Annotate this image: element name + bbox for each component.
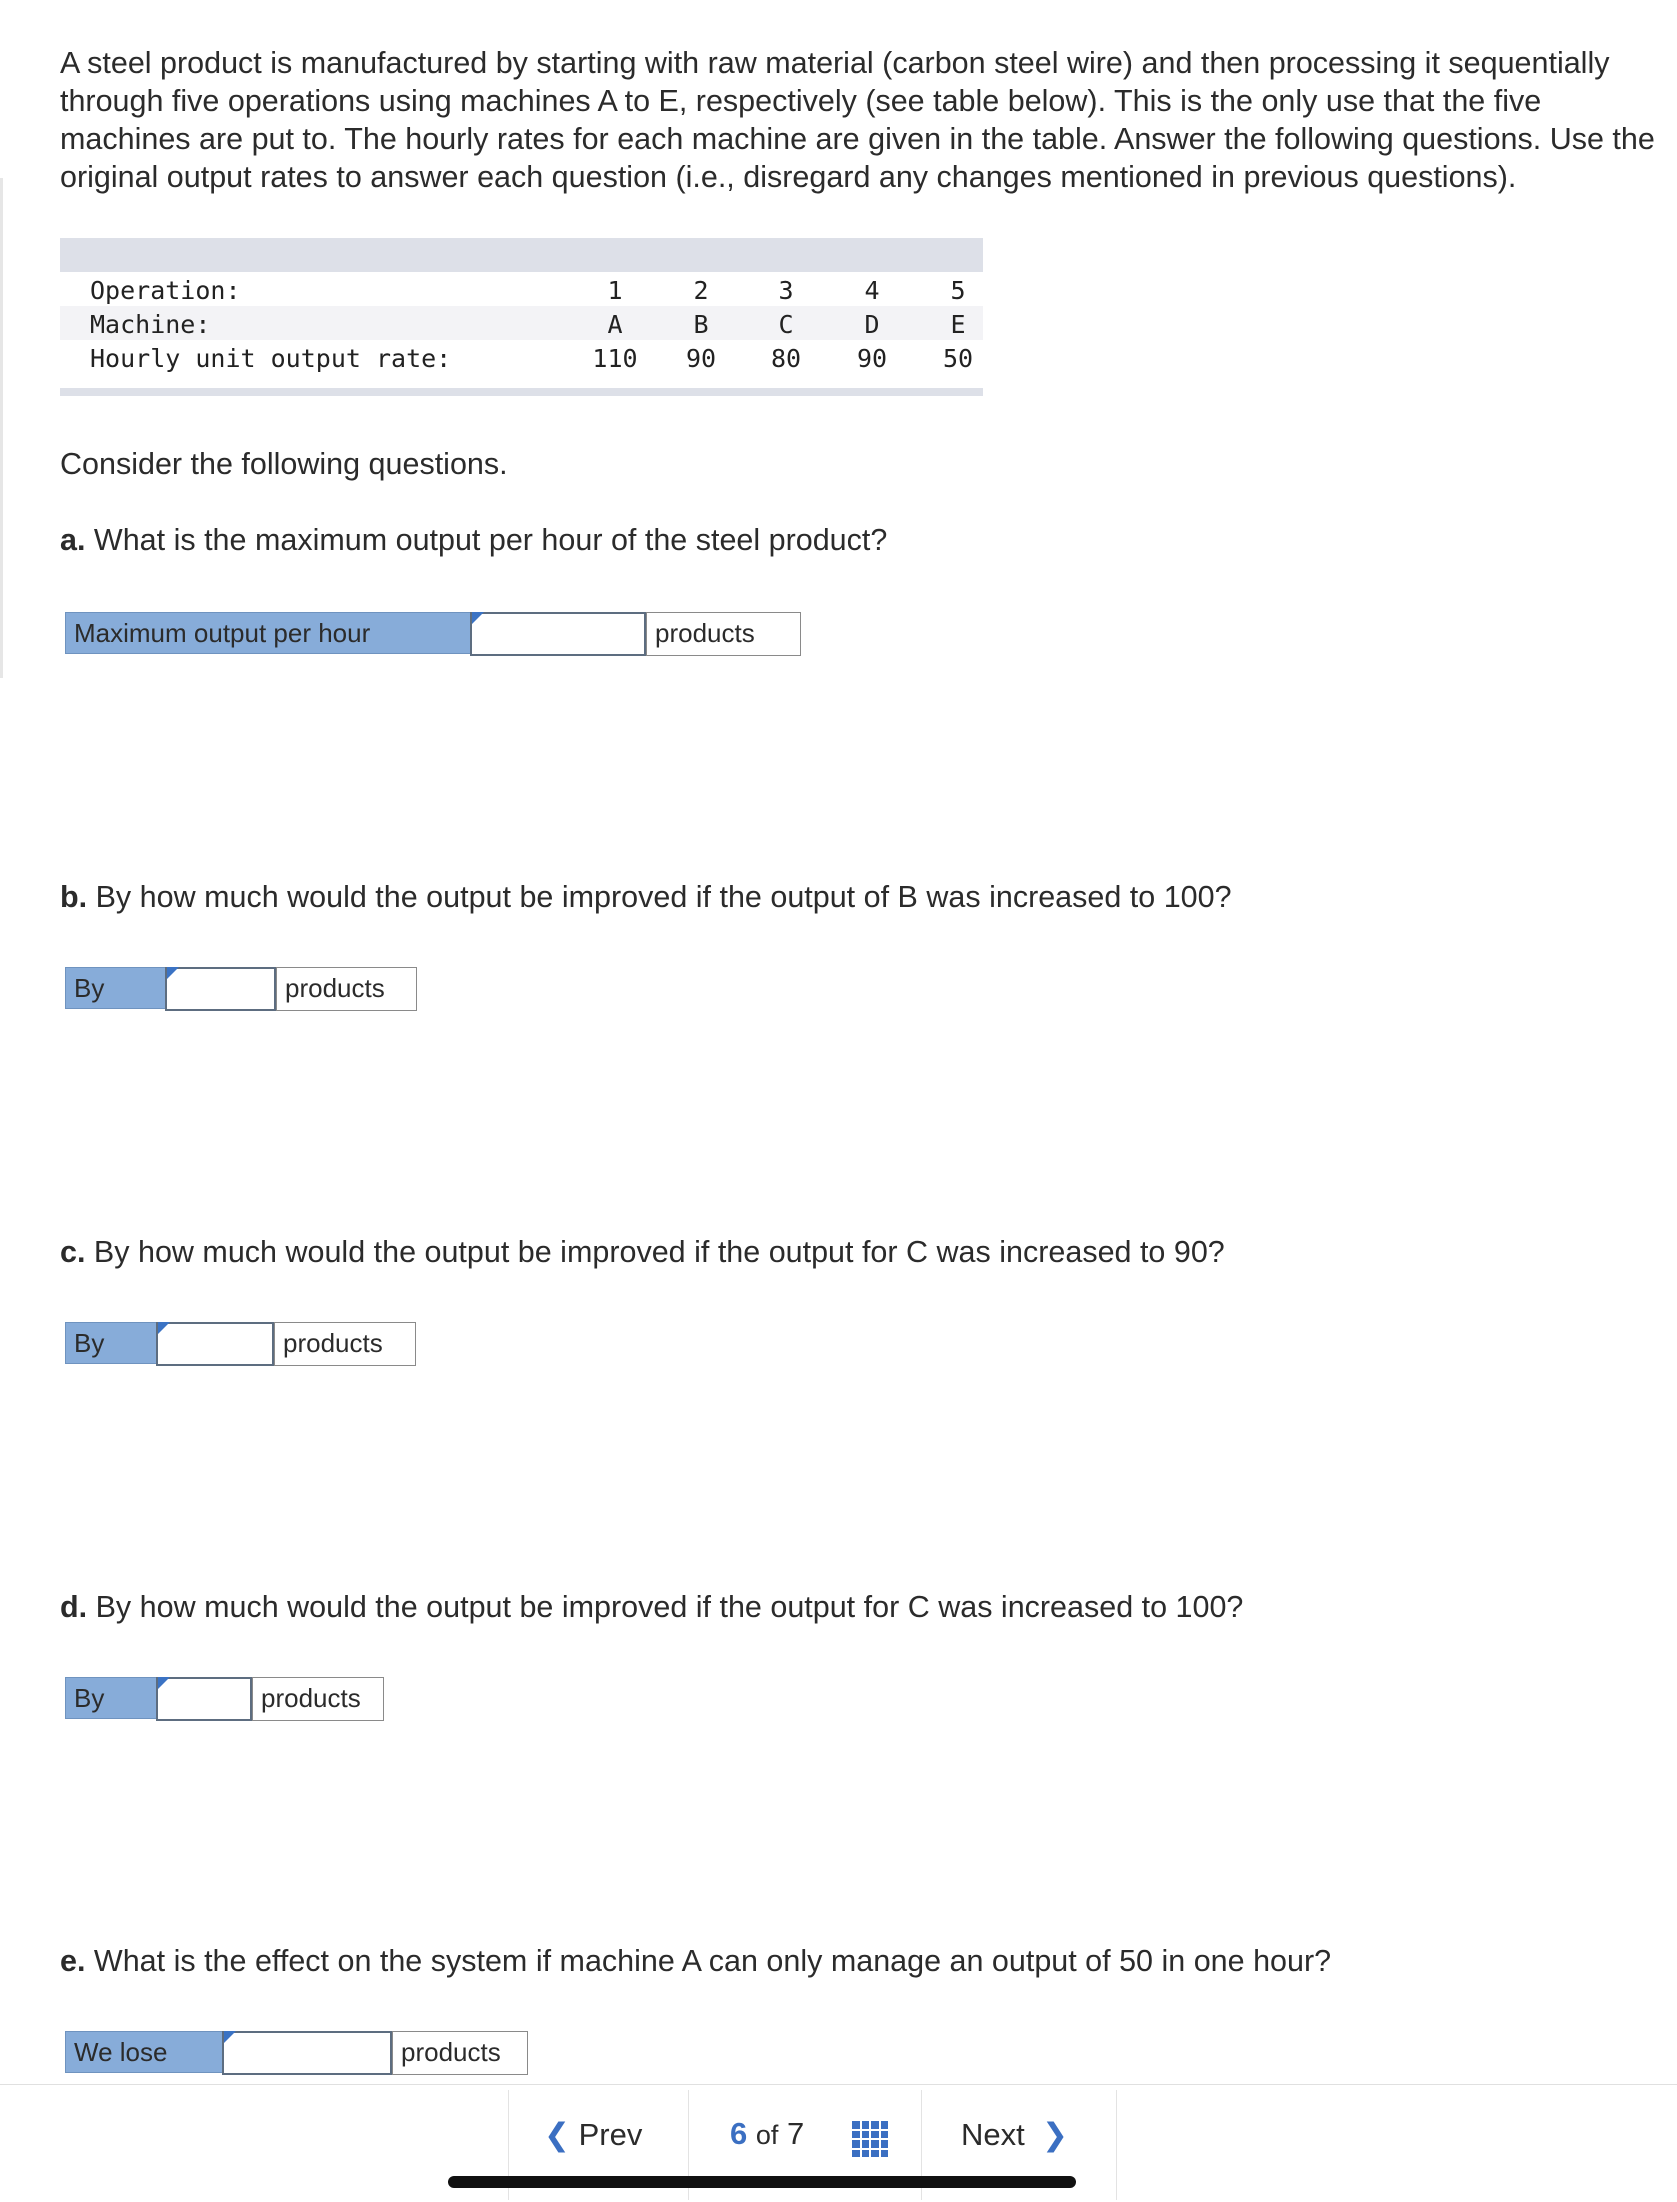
left-edge-divider	[0, 178, 3, 678]
chevron-left-icon: ❮	[544, 2117, 570, 2152]
table-row-label: Hourly unit output rate:	[90, 344, 452, 373]
question-d	[60, 1590, 1243, 1625]
table-row-machine	[60, 306, 983, 340]
question-b	[60, 880, 1232, 915]
answer-input-c[interactable]	[156, 1322, 274, 1366]
question-c	[60, 1235, 1225, 1270]
table-cell: B	[693, 310, 709, 339]
input-flag-icon	[472, 612, 484, 624]
input-flag-icon	[158, 1677, 170, 1689]
current-page: 6	[730, 2116, 748, 2151]
table-cell: 80	[770, 344, 802, 373]
input-flag-icon	[158, 1322, 170, 1334]
table-row-operation	[60, 272, 983, 306]
table-cell: 90	[856, 344, 888, 373]
home-indicator-bar	[448, 2176, 1076, 2188]
answer-input-d[interactable]	[156, 1677, 252, 1721]
page-indicator[interactable]	[730, 2116, 804, 2152]
question-letter: a.	[60, 523, 86, 557]
answer-label: By	[65, 1677, 157, 1719]
question-letter: d.	[60, 1590, 88, 1624]
table-cell: D	[864, 310, 880, 339]
question-letter: b.	[60, 880, 88, 914]
table-cell: E	[950, 310, 966, 339]
answer-input-e[interactable]	[222, 2031, 392, 2075]
answer-label: By	[65, 1322, 157, 1364]
question-a	[60, 523, 887, 558]
answer-input-a[interactable]	[470, 612, 646, 656]
table-row-label: Machine:	[90, 310, 211, 339]
table-footer-band	[60, 388, 983, 396]
question-text: What is the maximum output per hour of the steel product?	[93, 523, 888, 557]
unit-label: products	[646, 612, 801, 656]
question-text: What is the effect on the system if machine A can only manage an output of 50 in one hour?	[93, 1944, 1332, 1978]
question-text: By how much would the output be improved if the output for C was increased to 100?	[95, 1590, 1244, 1624]
unit-label: products	[392, 2031, 528, 2075]
table-cell: 4	[864, 276, 880, 305]
input-flag-icon	[167, 967, 179, 979]
answer-label: By	[65, 967, 166, 1009]
table-cell: C	[778, 310, 794, 339]
question-e	[60, 1944, 1331, 1979]
question-letter: e.	[60, 1944, 86, 1978]
question-text: By how much would the output be improved if the output for C was increased to 90?	[93, 1235, 1225, 1269]
table-cell: 1	[607, 276, 623, 305]
table-cell: 110	[592, 344, 638, 373]
next-label: Next	[961, 2117, 1025, 2152]
nav-divider	[1116, 2090, 1117, 2200]
question-letter: c.	[60, 1235, 86, 1269]
input-flag-icon	[224, 2031, 236, 2043]
table-cell: 90	[685, 344, 717, 373]
answer-label: We lose	[65, 2031, 223, 2073]
nav-divider	[0, 2084, 1677, 2085]
answer-input-b[interactable]	[165, 967, 276, 1011]
answer-label: Maximum output per hour	[65, 612, 471, 654]
prev-button[interactable]	[544, 2117, 642, 2153]
next-button[interactable]	[961, 2117, 1068, 2153]
grid-icon[interactable]	[852, 2121, 888, 2157]
table-header-band	[60, 238, 983, 272]
total-pages: 7	[787, 2116, 805, 2151]
consider-heading: Consider the following questions.	[60, 447, 508, 481]
table-cell: A	[607, 310, 623, 339]
table-row-label: Operation:	[90, 276, 241, 305]
page-of-label: of	[755, 2120, 779, 2150]
unit-label: products	[252, 1677, 384, 1721]
unit-label: products	[274, 1322, 416, 1366]
table-cell: 50	[942, 344, 974, 373]
table-cell: 3	[778, 276, 794, 305]
table-row-output-rate	[60, 340, 983, 374]
question-text: By how much would the output be improved if the output of B was increased to 100?	[95, 880, 1232, 914]
prev-label: Prev	[578, 2117, 643, 2152]
table-cell: 2	[693, 276, 709, 305]
table-cell: 5	[950, 276, 966, 305]
chevron-right-icon: ❯	[1041, 2117, 1068, 2152]
problem-intro: A steel product is manufactured by starting with raw material (carbon steel wire) and then processing it sequentially through five operations using machines A to E, respectively (see table below). This is the only use that the five machines are put to. The hourly rates for each machine are given in the table. Answer the following questions. Use the original output rates to answer each question (i.e., disregard any changes mentioned in previous questions).	[60, 46, 1655, 194]
unit-label: products	[276, 967, 417, 1011]
